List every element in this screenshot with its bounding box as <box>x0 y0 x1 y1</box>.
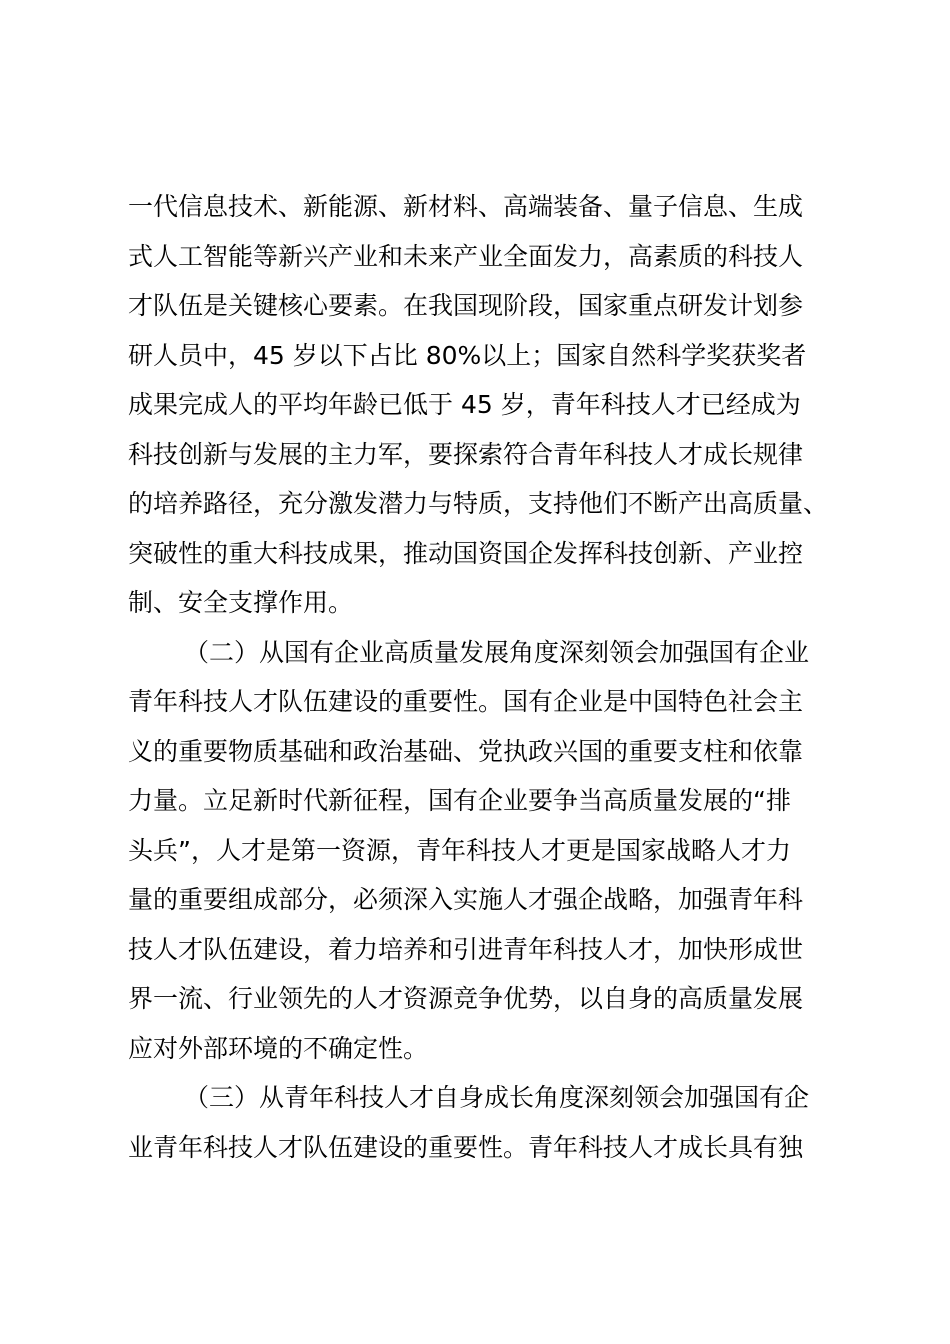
text-line: 成果完成人的平均年龄已低于 45 岁，青年科技人才已经成为 <box>128 390 801 419</box>
text-line: 业青年科技人才队伍建设的重要性。青年科技人才成长具有独 <box>128 1132 804 1162</box>
text-line: 科技创新与发展的主力军，要探索符合青年科技人才成长规律 <box>128 439 804 469</box>
paragraph-heading-line: （三）从青年科技人才自身成长角度深刻领会加强国有企 <box>184 1083 810 1112</box>
text-line: 义的重要物质基础和政治基础、党执政兴国的重要支柱和依靠 <box>128 736 804 766</box>
text-line: 制、安全支撑作用。 <box>128 588 354 617</box>
text-line: 力量。立足新时代新征程，国有企业要争当高质量发展的“排 <box>128 786 791 815</box>
text-line: 界一流、行业领先的人才资源竞争优势，以自身的高质量发展 <box>128 984 804 1013</box>
text-line: 应对外部环境的不确定性。 <box>128 1033 429 1063</box>
text-line: 青年科技人才队伍建设的重要性。国有企业是中国特色社会主 <box>128 687 804 716</box>
text-line: 技人才队伍建设，着力培养和引进青年科技人才，加快形成世 <box>128 934 804 964</box>
text-line: 一代信息技术、新能源、新材料、高端装备、量子信息、生成 <box>128 192 804 221</box>
text-line: 量的重要组成部分，必须深入实施人才强企战略，加强青年科 <box>128 885 804 914</box>
text-line: 头兵”，人才是第一资源，青年科技人才更是国家战略人才力 <box>128 835 791 865</box>
text-line: 研人员中，45 岁以下占比 80%以上；国家自然科学奖获奖者 <box>128 340 807 370</box>
text-line: 突破性的重大科技成果，推动国资国企发挥科技创新、产业控 <box>128 538 804 568</box>
text-line: 的培养路径，充分激发潜力与特质，支持他们不断产出高质量、 <box>128 489 829 518</box>
text-line: 式人工智能等新兴产业和未来产业全面发力，高素质的科技人 <box>128 241 804 271</box>
paragraph-heading-line: （二）从国有企业高质量发展角度深刻领会加强国有企业 <box>184 637 810 667</box>
body-text <box>128 182 848 1172</box>
text-line: 才队伍是关键核心要素。在我国现阶段，国家重点研发计划参 <box>128 291 804 320</box>
